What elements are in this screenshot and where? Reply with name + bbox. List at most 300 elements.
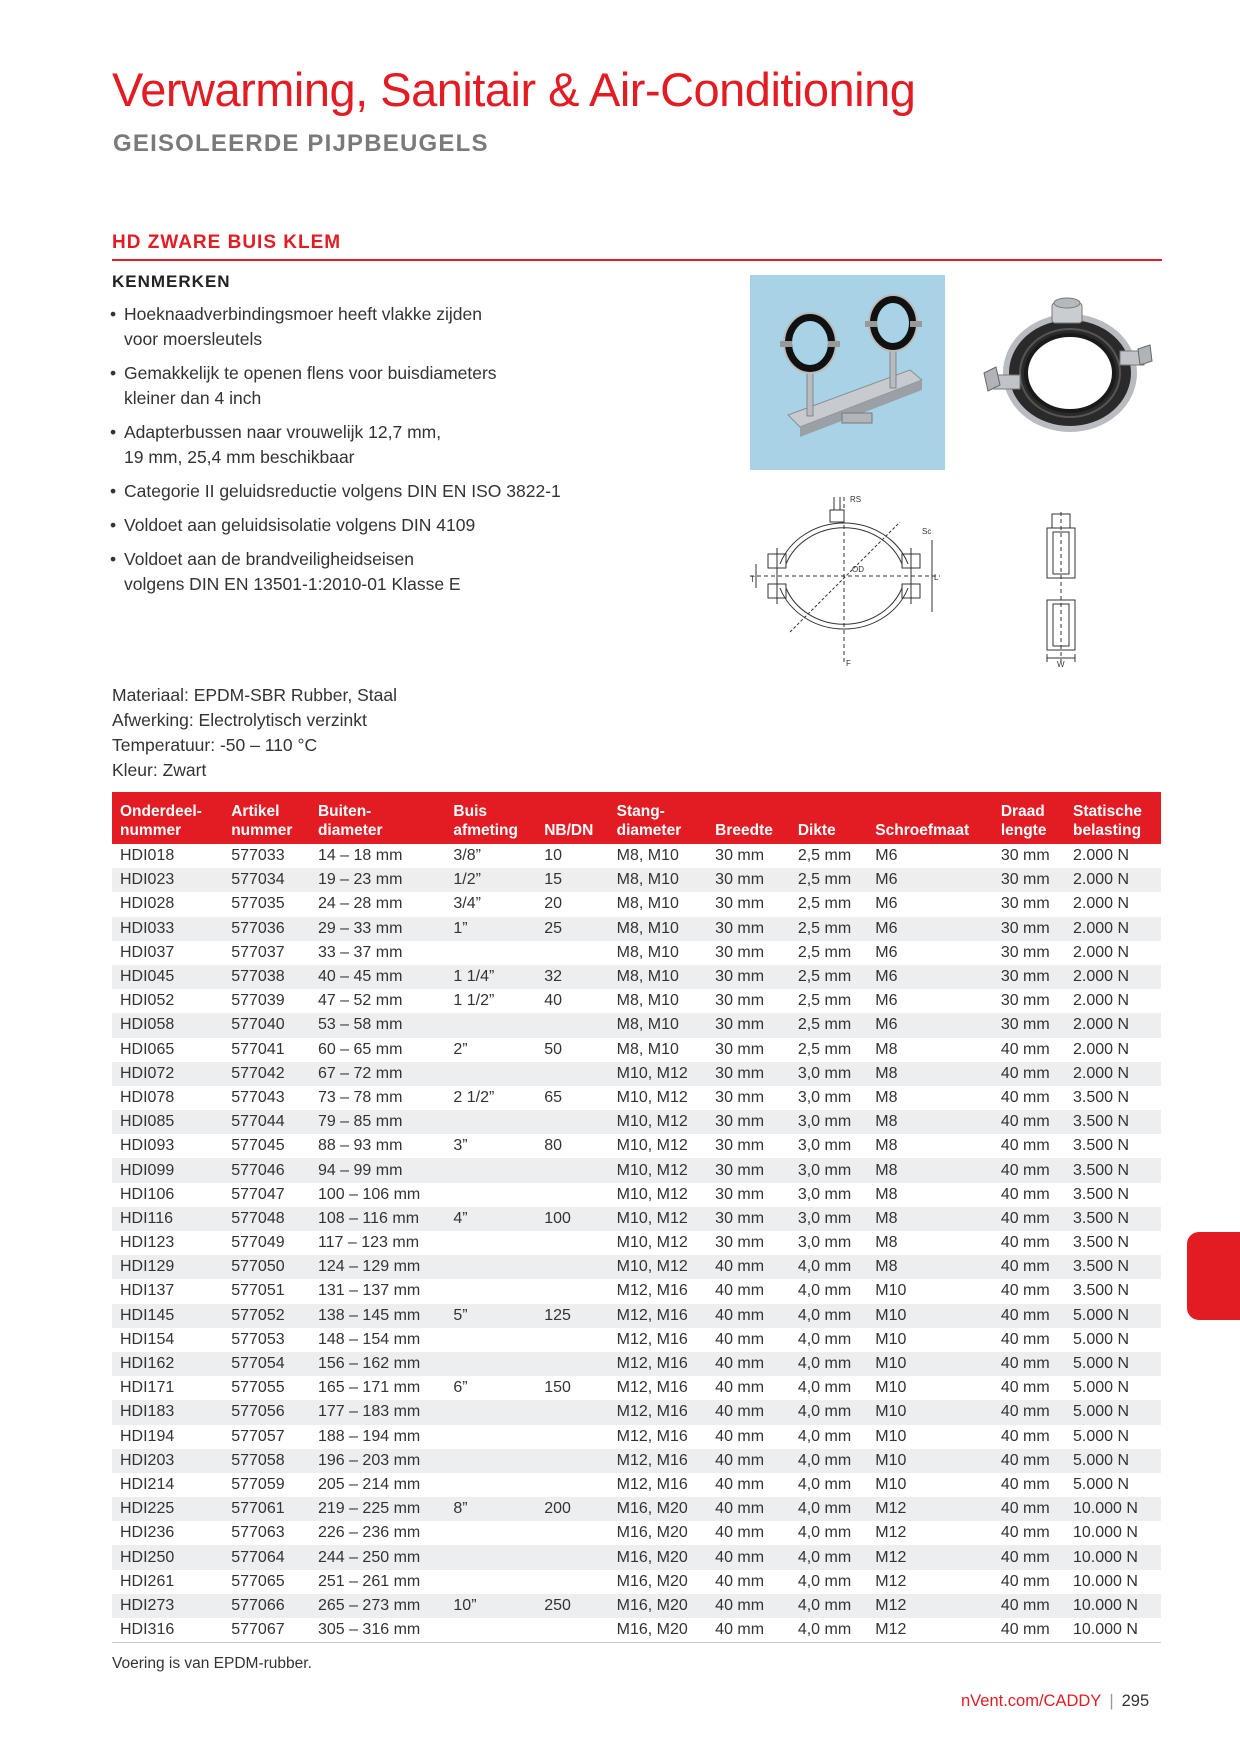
table-cell: 4,0 mm: [797, 1524, 852, 1542]
table-cell: M10: [867, 1304, 993, 1328]
table-cell: HDI085: [112, 1110, 223, 1134]
spec-line: Temperatuur: -50 – 110 °C: [112, 735, 318, 755]
table-cell: 30 mm: [707, 1110, 790, 1134]
table-cell: [445, 1062, 536, 1086]
table-row: [112, 1207, 1161, 1231]
table-cell: 30 mm: [715, 1088, 765, 1106]
feature-text: 19 mm, 25,4 mm beschikbaar: [124, 447, 355, 467]
table-cell: 40 mm: [1000, 1234, 1050, 1252]
column-header-text: Draad: [1000, 803, 1045, 820]
table-cell: 40 mm: [715, 1379, 765, 1397]
table-row: [112, 1255, 1161, 1279]
table-cell: HDI106: [120, 1185, 175, 1203]
clamp-front-drawing: [750, 492, 940, 672]
table-cell: 3,0 mm: [797, 1088, 852, 1106]
table-row: [112, 941, 1161, 965]
table-cell: 30 mm: [715, 895, 765, 913]
table-cell: 30 mm: [1000, 847, 1050, 865]
table-cell: 196 – 203 mm: [310, 1449, 445, 1473]
table-cell: 30 mm: [707, 1207, 790, 1231]
table-cell: HDI194: [120, 1427, 175, 1445]
table-cell: 30 mm: [715, 1137, 765, 1155]
table-cell: 40 mm: [993, 1062, 1065, 1086]
column-header: [993, 792, 1065, 844]
table-cell: [445, 1279, 536, 1303]
table-cell: M8, M10: [616, 943, 679, 961]
table-cell: HDI129: [112, 1255, 223, 1279]
table-cell: 1”: [445, 917, 536, 941]
table-row: [112, 1570, 1161, 1594]
table-cell: HDI214: [120, 1475, 175, 1493]
table-cell: M12: [875, 1524, 907, 1542]
table-cell: 10.000 N: [1073, 1524, 1138, 1542]
table-cell: 577057: [231, 1427, 285, 1445]
table-cell: 2.000 N: [1065, 917, 1161, 941]
feature-item: [110, 361, 680, 411]
table-row: [112, 1013, 1161, 1037]
table-cell: 4”: [445, 1207, 536, 1231]
table-cell: 150: [544, 1379, 571, 1397]
table-cell: 125: [536, 1304, 608, 1328]
table-cell: HDI028: [120, 895, 175, 913]
table-cell: HDI037: [120, 943, 175, 961]
table-row: [112, 1618, 1161, 1643]
table-cell: 30 mm: [1000, 943, 1050, 961]
table-cell: 2,5 mm: [790, 965, 867, 989]
table-cell: 3.500 N: [1073, 1234, 1130, 1252]
table-cell: 577055: [231, 1379, 285, 1397]
table-cell: 32: [536, 965, 608, 989]
table-cell: 4,0 mm: [797, 1475, 852, 1493]
table-cell: 2.000 N: [1065, 868, 1161, 892]
feature-text: Categorie II geluidsreductie volgens DIN EN ISO 3822-1: [124, 481, 561, 501]
table-cell: 577043: [231, 1088, 285, 1106]
table-cell: 40 mm: [715, 1572, 765, 1590]
column-header-text: afmeting: [453, 822, 518, 839]
table-cell: 2,5 mm: [790, 1013, 867, 1037]
table-cell: M10, M12: [616, 1137, 688, 1155]
table-cell: [445, 1545, 536, 1569]
table-cell: 577066: [223, 1594, 310, 1618]
table-cell: 40 mm: [707, 1618, 790, 1643]
column-header-text: NB/DN: [544, 822, 594, 839]
table-cell: HDI099: [112, 1158, 223, 1182]
table-cell: 30 mm: [715, 1185, 765, 1203]
table-cell: 40 mm: [707, 1594, 790, 1618]
table-row: [112, 1134, 1161, 1158]
table-row: [112, 1497, 1161, 1521]
table-cell: 251 – 261 mm: [317, 1572, 421, 1590]
table-cell: M12: [875, 1572, 907, 1590]
table-cell: M10: [875, 1330, 907, 1348]
table-cell: 40 mm: [993, 1158, 1065, 1182]
column-header: [790, 792, 867, 844]
table-cell: M8, M10: [609, 868, 708, 892]
table-cell: [536, 1521, 608, 1545]
table-cell: 2.000 N: [1073, 847, 1130, 865]
table-cell: 2,5 mm: [797, 895, 852, 913]
table-cell: 577038: [223, 965, 310, 989]
table-cell: 29 – 33 mm: [310, 917, 445, 941]
feature-item: [110, 513, 680, 538]
table-cell: 80: [544, 1137, 562, 1155]
table-cell: 148 – 154 mm: [317, 1330, 421, 1348]
table-cell: 40 – 45 mm: [310, 965, 445, 989]
table-cell: HDI225: [112, 1497, 223, 1521]
table-cell: M6: [867, 868, 993, 892]
table-row: [112, 1400, 1161, 1424]
table-cell: [536, 1425, 608, 1449]
table-cell: [536, 1352, 608, 1376]
table-cell: HDI123: [120, 1234, 175, 1252]
table-cell: 577033: [231, 847, 285, 865]
table-cell: 40 mm: [715, 1475, 765, 1493]
table-cell: 40 mm: [1000, 1475, 1050, 1493]
table-cell: HDI250: [112, 1545, 223, 1569]
table-row: [112, 1110, 1161, 1134]
table-row: [112, 1425, 1161, 1449]
table-cell: 30 mm: [715, 847, 765, 865]
feature-text: Adapterbussen naar vrouwelijk 12,7 mm,: [124, 422, 442, 442]
table-cell: 188 – 194 mm: [317, 1427, 421, 1445]
table-cell: M10: [875, 1379, 907, 1397]
table-cell: 4,0 mm: [790, 1352, 867, 1376]
table-cell: 100: [536, 1207, 608, 1231]
column-header-text: Breedte: [715, 822, 773, 839]
label-w: W: [1057, 660, 1065, 669]
feature-item: [110, 547, 680, 597]
table-cell: 2,5 mm: [797, 847, 852, 865]
table-cell: 2.000 N: [1073, 1040, 1130, 1058]
table-cell: 3.500 N: [1073, 1185, 1130, 1203]
table-cell: 79 – 85 mm: [310, 1110, 445, 1134]
table-cell: 577035: [231, 895, 285, 913]
table-cell: 219 – 225 mm: [310, 1497, 445, 1521]
table-cell: 53 – 58 mm: [310, 1013, 445, 1037]
table-row: [112, 1545, 1161, 1569]
table-cell: 577054: [223, 1352, 310, 1376]
table-cell: 67 – 72 mm: [310, 1062, 445, 1086]
table-cell: 3,0 mm: [790, 1158, 867, 1182]
table-cell: 40 mm: [707, 1400, 790, 1424]
table-row: [112, 1328, 1161, 1352]
table-cell: 40 mm: [1000, 1379, 1050, 1397]
table-cell: 73 – 78 mm: [317, 1088, 403, 1106]
table-cell: [536, 1473, 608, 1497]
table-cell: M12: [867, 1594, 993, 1618]
table-cell: 14 – 18 mm: [317, 847, 403, 865]
table-cell: [445, 1183, 536, 1207]
table-cell: 2.000 N: [1065, 1062, 1161, 1086]
table-cell: 577037: [231, 943, 285, 961]
table-row: [112, 1231, 1161, 1255]
table-cell: M8: [867, 1062, 993, 1086]
table-cell: 577039: [231, 992, 285, 1010]
table-cell: HDI072: [112, 1062, 223, 1086]
feature-text: Voldoet aan geluidsisolatie volgens DIN 4109: [124, 515, 476, 535]
table-cell: 4,0 mm: [790, 1449, 867, 1473]
table-cell: HDI058: [112, 1013, 223, 1037]
column-header: [867, 792, 993, 844]
feature-item: [110, 479, 680, 504]
feature-item: [110, 420, 680, 470]
table-cell: 40 mm: [707, 1449, 790, 1473]
table-cell: M8, M10: [616, 847, 679, 865]
table-cell: [536, 1570, 608, 1594]
table-cell: 5.000 N: [1073, 1330, 1130, 1348]
table-cell: 2,5 mm: [790, 868, 867, 892]
section-tab-marker: [1187, 1232, 1240, 1320]
table-cell: [536, 941, 608, 965]
table-cell: 2.000 N: [1065, 965, 1161, 989]
table-cell: HDI145: [112, 1304, 223, 1328]
label-f: F: [846, 659, 851, 668]
spec-line: Materiaal: EPDM-SBR Rubber, Staal: [112, 685, 397, 705]
column-header: [536, 792, 608, 844]
table-cell: 40 mm: [1000, 1040, 1050, 1058]
table-cell: 577048: [223, 1207, 310, 1231]
table-row: [112, 917, 1161, 941]
table-cell: 40: [544, 992, 562, 1010]
table-cell: 124 – 129 mm: [310, 1255, 445, 1279]
table-cell: HDI236: [120, 1524, 175, 1542]
table-cell: 40 mm: [715, 1282, 765, 1300]
table-cell: 60 – 65 mm: [317, 1040, 403, 1058]
table-cell: 30 mm: [715, 1234, 765, 1252]
table-row: [112, 1376, 1161, 1400]
table-cell: 4,0 mm: [797, 1427, 852, 1445]
table-cell: 2 1/2”: [453, 1088, 495, 1106]
table-cell: 10.000 N: [1065, 1497, 1161, 1521]
table-cell: 226 – 236 mm: [317, 1524, 421, 1542]
table-cell: HDI261: [120, 1572, 175, 1590]
table-cell: 50: [544, 1040, 562, 1058]
table-cell: [445, 1013, 536, 1037]
table-cell: M12, M16: [616, 1282, 688, 1300]
table-cell: [536, 1255, 608, 1279]
table-cell: M10: [875, 1475, 907, 1493]
table-cell: 3/4”: [453, 895, 481, 913]
table-cell: M6: [867, 965, 993, 989]
table-cell: 24 – 28 mm: [317, 895, 403, 913]
table-cell: 3.500 N: [1065, 1207, 1161, 1231]
table-cell: [445, 1449, 536, 1473]
table-cell: 3,0 mm: [790, 1110, 867, 1134]
table-cell: 40 mm: [1000, 1572, 1050, 1590]
table-cell: M10: [867, 1352, 993, 1376]
table-cell: 3,0 mm: [797, 1185, 852, 1203]
table-cell: 5”: [445, 1304, 536, 1328]
table-cell: HDI316: [112, 1618, 223, 1643]
feature-text: Hoeknaadverbindingsmoer heeft vlakke zijden: [124, 304, 482, 324]
table-cell: 577034: [223, 868, 310, 892]
table-cell: 2,5 mm: [790, 917, 867, 941]
table-cell: M12, M16: [616, 1475, 688, 1493]
table-row: [112, 1279, 1161, 1303]
table-cell: 205 – 214 mm: [317, 1475, 421, 1493]
table-cell: 40 mm: [1000, 1524, 1050, 1542]
table-cell: 3,0 mm: [790, 1207, 867, 1231]
table-cell: 5.000 N: [1073, 1475, 1130, 1493]
table-cell: M6: [875, 847, 898, 865]
label-od: OD: [852, 565, 864, 574]
table-cell: M10: [867, 1400, 993, 1424]
table-cell: HDI162: [112, 1352, 223, 1376]
footer-separator: |: [1109, 1692, 1114, 1710]
table-cell: [536, 1183, 608, 1207]
table-cell: [536, 1062, 608, 1086]
table-cell: 165 – 171 mm: [317, 1379, 421, 1397]
table-cell: 19 – 23 mm: [310, 868, 445, 892]
table-cell: M10: [867, 1449, 993, 1473]
label-rs: RS: [850, 495, 862, 504]
table-cell: 4,0 mm: [790, 1497, 867, 1521]
table-cell: 40 mm: [707, 1545, 790, 1569]
table-cell: [445, 1352, 536, 1376]
table-cell: 108 – 116 mm: [310, 1207, 445, 1231]
table-cell: 30 mm: [1000, 992, 1050, 1010]
product-photo-rail: [750, 275, 945, 470]
table-cell: 4,0 mm: [790, 1618, 867, 1643]
table-cell: 4,0 mm: [797, 1282, 852, 1300]
table-row: [112, 1449, 1161, 1473]
table-cell: [536, 1279, 608, 1303]
column-header: [112, 792, 223, 844]
table-cell: 305 – 316 mm: [310, 1618, 445, 1643]
table-cell: HDI045: [112, 965, 223, 989]
table-cell: 577056: [223, 1400, 310, 1424]
table-cell: M10: [875, 1282, 907, 1300]
table-cell: 3.500 N: [1065, 1110, 1161, 1134]
table-cell: 3/8”: [453, 847, 481, 865]
table-cell: [536, 1328, 608, 1352]
table-cell: M6: [867, 1013, 993, 1037]
table-cell: 40 mm: [993, 1352, 1065, 1376]
table-cell: 30 mm: [707, 1013, 790, 1037]
table-cell: 577061: [223, 1497, 310, 1521]
table-cell: 4,0 mm: [797, 1572, 852, 1590]
table-cell: 30 mm: [715, 992, 765, 1010]
table-cell: [536, 1545, 608, 1569]
table-cell: [536, 1110, 608, 1134]
table-cell: 577044: [223, 1110, 310, 1134]
table-cell: [445, 1255, 536, 1279]
footnote: Voering is van EPDM-rubber.: [112, 1655, 312, 1672]
table-cell: 577046: [223, 1158, 310, 1182]
table-cell: 177 – 183 mm: [310, 1400, 445, 1424]
features-list: [110, 302, 680, 606]
table-cell: [445, 1521, 536, 1545]
table-cell: HDI093: [120, 1137, 175, 1155]
table-cell: [445, 941, 536, 965]
table-cell: 5.000 N: [1073, 1427, 1130, 1445]
column-header: [223, 792, 310, 844]
table-cell: HDI023: [112, 868, 223, 892]
technical-drawing-front: [750, 492, 940, 672]
table-row: [112, 1158, 1161, 1182]
table-cell: 5.000 N: [1065, 1352, 1161, 1376]
section-title: HD ZWARE BUIS KLEM: [112, 232, 1162, 261]
table-cell: 20: [544, 895, 562, 913]
table-row: [112, 1521, 1161, 1545]
table-row: [112, 1038, 1161, 1062]
column-header-text: Schroefmaat: [875, 822, 970, 839]
table-cell: M16, M20: [609, 1618, 708, 1643]
table-cell: 10”: [445, 1594, 536, 1618]
table-cell: 30 mm: [707, 1158, 790, 1182]
feature-item: [110, 302, 680, 352]
table-row: [112, 1304, 1161, 1328]
table-cell: 94 – 99 mm: [310, 1158, 445, 1182]
table-cell: M10, M12: [616, 1185, 688, 1203]
table-cell: [445, 1618, 536, 1643]
table-cell: 40 mm: [707, 1352, 790, 1376]
clamp-side-drawing: [1025, 512, 1105, 672]
table-cell: 40 mm: [993, 1400, 1065, 1424]
table-cell: [536, 1231, 608, 1255]
table-cell: 577036: [223, 917, 310, 941]
table-cell: M8, M10: [616, 1040, 679, 1058]
table-cell: 3.500 N: [1073, 1137, 1130, 1155]
table-cell: 30 mm: [993, 868, 1065, 892]
table-cell: 577049: [231, 1234, 285, 1252]
table-cell: 4,0 mm: [797, 1330, 852, 1348]
table-cell: [536, 1400, 608, 1424]
page-footer: [961, 1692, 1149, 1711]
pipe-clamp-illustration: [978, 295, 1153, 445]
column-header-text: Dikte: [797, 822, 836, 839]
table-cell: 47 – 52 mm: [317, 992, 403, 1010]
table-cell: 3.500 N: [1065, 1255, 1161, 1279]
table-cell: M12, M16: [616, 1379, 688, 1397]
table-cell: 40 mm: [707, 1255, 790, 1279]
table-cell: 40 mm: [715, 1330, 765, 1348]
column-header-text: Onderdeel-: [120, 803, 202, 820]
pipe-clamp-rail-illustration: [750, 275, 945, 470]
table-cell: M16, M20: [616, 1572, 688, 1590]
table-cell: 577053: [231, 1330, 285, 1348]
table-cell: M8: [867, 1207, 993, 1231]
column-header-text: Buiten-: [317, 803, 372, 820]
feature-text: voor moersleutels: [124, 329, 263, 349]
column-header-text: nummer: [231, 822, 293, 839]
footer-website-link[interactable]: nVent.com/CADDY: [961, 1692, 1102, 1710]
table-cell: [536, 1013, 608, 1037]
table-cell: M6: [875, 895, 898, 913]
table-cell: M10, M12: [609, 1255, 708, 1279]
column-header-text: nummer: [120, 822, 182, 839]
table-cell: HDI154: [120, 1330, 175, 1348]
table-cell: 577042: [223, 1062, 310, 1086]
table-cell: 4,0 mm: [790, 1545, 867, 1569]
table-cell: 65: [544, 1088, 562, 1106]
table-cell: 30 mm: [993, 917, 1065, 941]
table-cell: M8: [875, 1185, 898, 1203]
material-specs: [112, 683, 397, 783]
table-cell: 577051: [231, 1282, 285, 1300]
table-cell: M10, M12: [609, 1207, 708, 1231]
table-cell: 156 – 162 mm: [310, 1352, 445, 1376]
table-row: [112, 844, 1161, 868]
spec-line: Afwerking: Electrolytisch verzinkt: [112, 710, 367, 730]
table-cell: 40 mm: [993, 1497, 1065, 1521]
table-cell: M12: [867, 1497, 993, 1521]
table-cell: M8: [875, 1234, 898, 1252]
table-cell: 30 mm: [993, 965, 1065, 989]
label-l: L: [934, 573, 939, 582]
table-cell: M8, M10: [609, 917, 708, 941]
table-cell: 3,0 mm: [790, 1062, 867, 1086]
